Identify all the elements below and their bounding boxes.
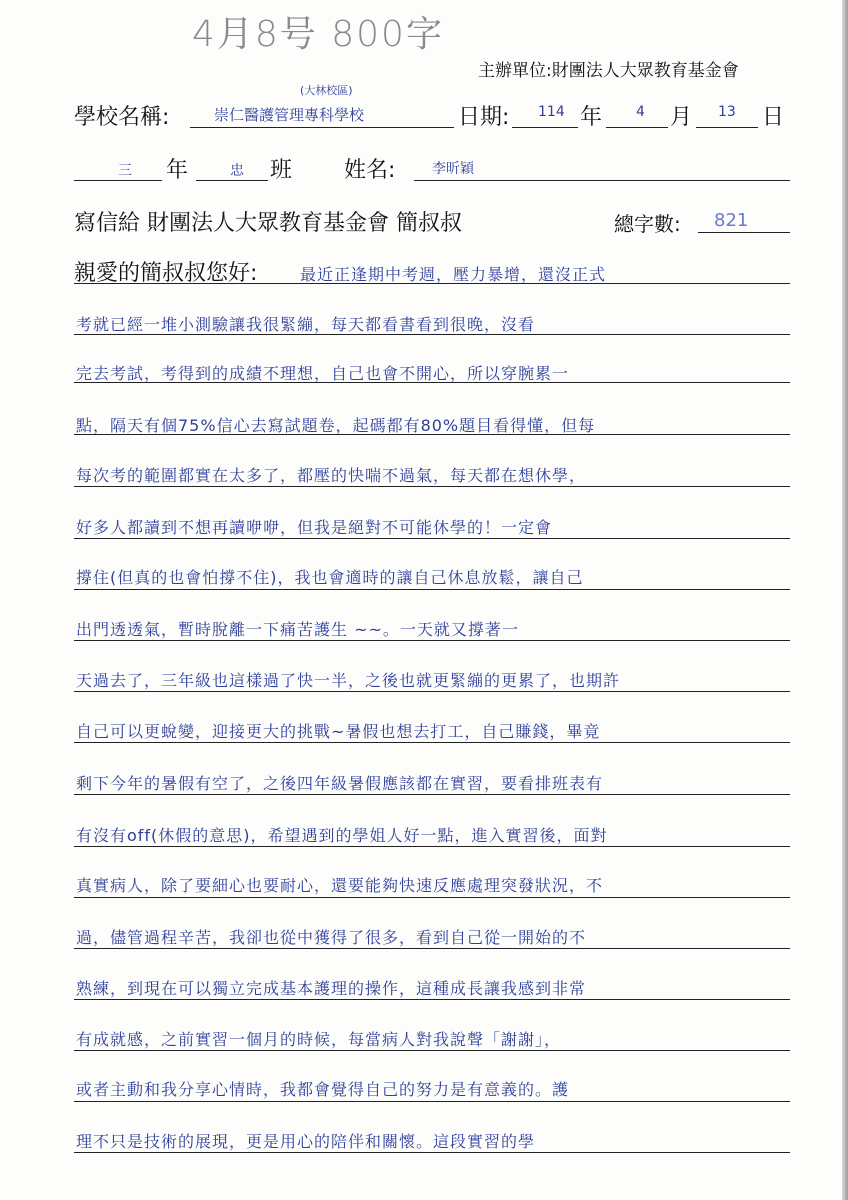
grade-underline [74, 180, 162, 181]
ruled-line [74, 538, 790, 539]
class-label: 班 [270, 158, 293, 183]
page-edge [842, 0, 848, 1200]
day-label: 日 [762, 105, 785, 130]
date-month: 4 [636, 104, 645, 120]
ruled-line [74, 691, 790, 692]
grade-value: 三 [118, 163, 132, 179]
body-line: 天過去了，三年級也這樣過了快一半，之後也就更緊繃的更累了，也期許 [76, 671, 621, 690]
body-line: 最近正逢期中考週，壓力暴增，還沒正式 [300, 265, 607, 284]
date-day: 13 [718, 104, 736, 120]
campus-note: (大林校區) [300, 84, 353, 97]
body-line: 自己可以更蛻變，迎接更大的挑戰~暑假也想去打工，自己賺錢，畢竟 [76, 722, 601, 741]
month-underline [606, 127, 668, 128]
ruled-line [74, 742, 790, 743]
salutation: 親愛的簡叔叔您好: [74, 261, 258, 286]
month-label: 月 [670, 105, 693, 130]
school-underline [190, 127, 454, 128]
date-year: 114 [538, 104, 565, 120]
school-name: 崇仁醫護管理專科學校 [214, 106, 365, 124]
name-underline [414, 180, 790, 181]
ruled-line [74, 1101, 790, 1102]
body-line: 或者主動和我分享心情時，我都會覺得自己的努力是有意義的。護 [76, 1080, 570, 1099]
body-line: 剩下今年的暑假有空了，之後四年級暑假應該都在實習，要看排班表有 [76, 774, 604, 793]
ruled-line [74, 1152, 790, 1153]
class-underline [196, 180, 268, 181]
body-line: 過，儘管過程辛苦，我卻也從中獲得了很多，看到自己從一開始的不 [76, 928, 587, 947]
body-line: 撐住(但真的也會怕撐不住)，我也會適時的讓自己休息放鬆，讓自己 [76, 568, 584, 587]
ruled-line [74, 794, 790, 795]
ruled-line [74, 897, 790, 898]
word-count-value: 821 [714, 210, 749, 231]
body-line: 點，隔天有個75%信心去寫試題卷，起碼都有80%題目看得懂，但每 [76, 416, 596, 435]
body-line: 有成就感，之前實習一個月的時候，每當病人對我說聲「謝謝」， [76, 1030, 562, 1049]
class-value: 忠 [230, 163, 244, 179]
ruled-line [74, 434, 790, 435]
body-line: 每次考的範圍都實在太多了，都壓的快喘不過氣，每天都在想休學， [76, 466, 587, 485]
word-count-underline [698, 232, 790, 233]
body-line: 真實病人，除了要細心也要耐心，還要能夠快速反應處理突發狀況，不 [76, 876, 604, 895]
ruled-line [74, 486, 790, 487]
word-count-label: 總字數: [614, 212, 681, 236]
body-line: 考就已經一堆小測驗讓我很緊繃，每天都看書看到很晚，沒看 [76, 315, 536, 334]
ruled-line [74, 382, 790, 383]
body-line: 出門透透氣，暫時脫離一下痛苦護生 ~~。一天就又撐著一 [76, 620, 519, 639]
body-line: 完去考試，考得到的成績不理想，自己也會不開心，所以穿腕累一 [76, 364, 570, 383]
organizer-text: 主辦單位:財團法人大眾教育基金會 [478, 61, 739, 81]
top-pencil-note: 4月8号 800字 [192, 14, 444, 55]
ruled-line [74, 999, 790, 1000]
student-name: 李昕穎 [432, 161, 474, 177]
body-line: 有沒有off(休假的意思)，希望遇到的學姐人好一點，進入實習後，面對 [76, 826, 608, 845]
ruled-line [74, 846, 790, 847]
ruled-line [74, 283, 790, 284]
ruled-line [74, 334, 790, 335]
grade-label: 年 [166, 158, 189, 183]
school-label: 學校名稱: [74, 105, 170, 130]
name-label: 姓名: [344, 158, 396, 183]
year-label: 年 [580, 105, 603, 130]
ruled-line [74, 589, 790, 590]
body-line: 好多人都讀到不想再讀咿咿，但我是絕對不可能休學的！一定會 [76, 518, 553, 537]
ruled-line [74, 948, 790, 949]
body-line: 理不只是技術的展現，更是用心的陪伴和關懷。這段實習的學 [76, 1132, 536, 1151]
date-label: 日期: [458, 105, 510, 130]
letter-to: 寫信給 財團法人大眾教育基金會 簡叔叔 [74, 211, 462, 236]
ruled-line [74, 640, 790, 641]
ruled-line [74, 1050, 790, 1051]
day-underline [696, 127, 758, 128]
year-underline [512, 127, 578, 128]
body-line: 熟練，到現在可以獨立完成基本護理的操作，這種成長讓我感到非常 [76, 979, 587, 998]
